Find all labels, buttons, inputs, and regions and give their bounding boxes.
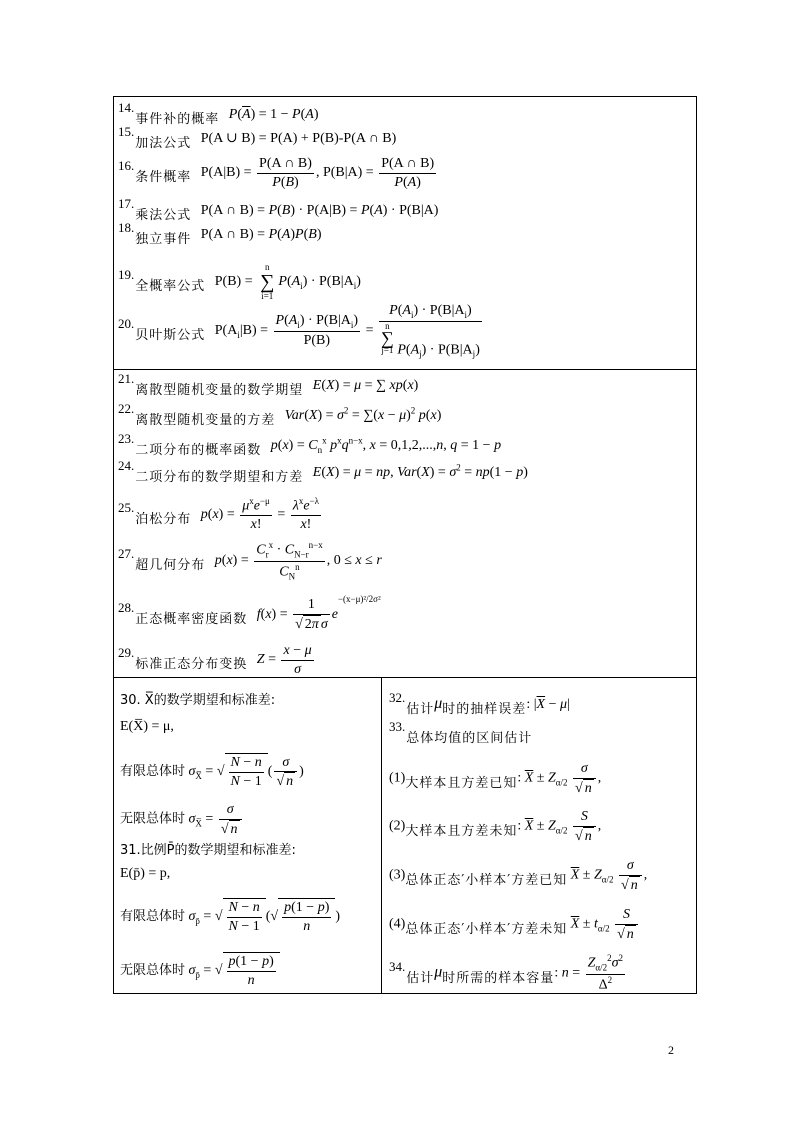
table-divider-1 bbox=[113, 369, 697, 370]
item-31-finite: 有限总体时 $\sigma_{p̄}$ = √ $\frac{N - n}{N - 1}$ (√ $\frac{p(1 - p)}{n}$ ) bbox=[120, 900, 341, 934]
item-33-case-2: (2)大样本且方差未知: $\overline{X} \pm Z_{\alpha/2}$ $\frac{S}{√ n}$ , bbox=[389, 809, 602, 844]
page-number: 2 bbox=[668, 1043, 674, 1057]
formula-28: 28.正态概率密度函数 f(x) = $\frac{1}{\text{√ 2π σ}}$ $e^{-(x-\mu)^2/2\sigma^2}$ bbox=[118, 594, 381, 632]
item-31-title: 31.比例P̄的数学期望和标准差: bbox=[120, 843, 296, 858]
formula-18: 18.独立事件 P(A ∩ B) = P(A)P(B) bbox=[118, 220, 322, 247]
column-divider bbox=[381, 677, 382, 994]
item-30-finite: 有限总体时 $\sigma_{X̅}$ = √ $\frac{N - n}{N - 1}$ ( $\frac{\sigma}{√ n}$ ) bbox=[120, 754, 304, 789]
formula-29: 29.标准正态分布变换 Z = $\frac{x - \mu}{\sigma}$ bbox=[118, 643, 312, 677]
formula-24: 24.二项分布的数学期望和方差 E(X) = μ = np, $Var(X) = \sigma^2 = np(1 - p)$ bbox=[118, 457, 528, 485]
formula-19: 19.全概率公式 P(B) = n ∑ i=1 $P(A_i) \cdot P(B|A_i)$ bbox=[118, 262, 361, 302]
item-33-case-1: (1)大样本且方差已知: $\overline{X} \pm Z_{\alpha/2}$ $\frac{\sigma}{√ n}$ , bbox=[389, 761, 602, 796]
item-33: 33.总体均值的区间估计 bbox=[389, 719, 533, 746]
item-33-case-4: (4)总体正态′小样本′方差未知 $\overline{X} \pm t_{\alpha/2}$ $\frac{S}{√ n}$ bbox=[389, 906, 640, 943]
formula-17: 17.乘法公式 P(A ∩ B) = P(B) · P(A|B) = P(A) · P(B|A) bbox=[118, 196, 439, 223]
item-30-expectation: E(X̅) = μ, bbox=[120, 719, 174, 734]
item-30-infinite: 无限总体时 $\sigma_{X̅}$ = $\frac{\sigma}{√ n}$ bbox=[120, 801, 244, 838]
item-33-case-3: (3)总体正态′小样本′方差已知 $\overline{X} \pm Z_{\alpha/2}$ $\frac{\sigma}{√ n}$ , bbox=[389, 858, 648, 893]
formula-15: 15.加法公式 P(A ∪ B) = P(A) + P(B)-P(A ∩ B) bbox=[118, 124, 397, 151]
item-31-expectation: E(p̄) = p, bbox=[120, 866, 171, 881]
formula-16: 16.条件概率 P(A|B) = $\frac{P(A \cap B)}{P(B)}$ , P(B|A) = $\frac{P(A \cap B)}{P(A)}$ bbox=[118, 156, 435, 190]
formula-21: 21.离散型随机变量的数学期望 E(X) = μ = ∑ xp(x) bbox=[118, 371, 419, 398]
formula-20: 20.贝叶斯公式 $P(A_i|B)$ = $\frac{P(A_i) \cdot P(B|A_i)}{P(B)}$ = $P(A_i) \cdot P(B|A_i)$ n ∑ j=1 $P(A_j) \cdot P(B|A_j)$ bbox=[118, 303, 480, 360]
item-32: 32.估计μ时的抽样误差: $|\overline{X} - \mu|$ bbox=[389, 690, 570, 717]
item-30-title: 30. X̅的数学期望和标准差: bbox=[120, 693, 276, 708]
formula-27: 27.超几何分布 p(x) = $C_r^x \cdot C_{N-r}^{n-x}$ $C_N^n$ , 0 ≤ x ≤ r bbox=[118, 540, 382, 582]
item-31-infinite: 无限总体时 $\sigma_{p̄}$ = √ $\frac{p(1 - p)}{n}$ bbox=[120, 952, 280, 989]
item-34: 34.估计μ时所需的样本容量: n = $\frac{Z_{\alpha/2}^2\sigma^2}{\Delta^2}$ bbox=[389, 953, 624, 993]
formula-23: 23.二项分布的概率函数 $p(x) = C_n^x$ $p^xq^{n-x}$, x = 0,1,2,...,n, q = 1 − p bbox=[118, 430, 502, 458]
formula-14: 14.事件补的概率 $P(\overline{A}) = 1 - P(A)$ bbox=[118, 100, 319, 127]
formula-22: 22.离散型随机变量的方差 $Var(X) = \sigma^2 = \sum(x - \mu)^2$ p(x) bbox=[118, 400, 442, 428]
formula-25: 25.泊松分布 p(x) = $\mu^xe^{-\mu}$ x! = $\lambda^xe^{-\lambda}$ x! bbox=[118, 496, 320, 533]
